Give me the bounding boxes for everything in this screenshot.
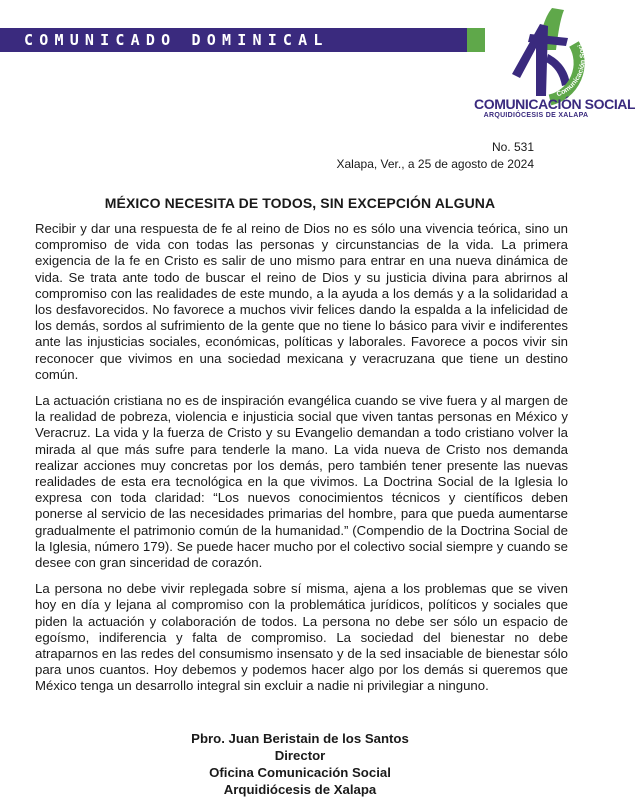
signer-office: Oficina Comunicación Social [209,765,391,780]
place-date: Xalapa, Ver., a 25 de agosto de 2024 [336,157,534,171]
paragraph: La persona no debe vivir replegada sobre sí misma, ajena a los problemas que se viven hoy en día y lejana al compromiso con la problemática jurídicos, políticos y sociales que piden la actuación y colaboración de todos. La persona no debe ser sólo un espacio de egoísmo, indiferencia y falta de compromiso. La sociedad del bienestar no debe atraparnos en las redes del consumismo insensato y de la sed insaciable de bienestar sólo para unos cuantos. Hoy debemos y podemos hacer algo por los demás si queremos que México tenga un desarrollo integral sin excluir a nadie ni privilegiar a ninguno. [35,581,568,694]
document-body [35,221,568,705]
paragraph: La actuación cristiana no es de inspiración evangélica cuando se vive fuera y al margen de la realidad de pobreza, violencia e injusticia social que viven tantas personas en México y Veracruz. La vida y la fuerza de Cristo y su Evangelio demandan a todo cristiano volver la mirada al que más sufre para tenderle la mano. La vida nueva de Cristo nos demanda realizar acciones muy concretas por los demás, pero también tener presente las nuevas realidades de esta era tecnológica en la que vivimos. La Doctrina Social de la Iglesia lo expresa con toda claridad: “Los nuevos conocimientos técnicos y científicos deben ponerse al servicio de las necesidades primarias del hombre, para que pueda aumentarse gradualmente el patrimonio común de la humanidad.” (Compendio de la Doctrina Social de la Iglesia, número 179). Se puede hacer mucho por el colectivo social siempre y cuando se desee con gran sinceridad de corazón. [35,393,568,571]
brand-subtitle: ARQUIDIÓCESIS DE XALAPA [483,112,589,119]
document-title: MÉXICO NECESITA DE TODOS, SIN EXCEPCIÓN ALGUNA [104,195,496,211]
brand-title: COMUNICACIÓN SOCIAL [474,96,635,112]
cross-logo-icon [490,4,594,108]
header-banner [0,28,482,52]
signer-diocese: Arquidiócesis de Xalapa [223,782,377,797]
banner-accent [467,28,485,52]
paragraph: Recibir y dar una respuesta de fe al reino de Dios no es sólo una vivencia teórica, sino un compromiso de vida con todas las personas y circunstancias de la vida. La primera exigencia de la fe en Cristo es salir de uno mismo para entrar en una nueva dinámica de vida. Se trata ante todo de buscar el reino de Dios y su justicia divina para abrirnos al compromiso con las realidades de este mundo, a la ayuda a los demás y a la solidaridad a los desfavorecidos. No favorece a muchos vivir felices dando la espalda a la infelicidad de los demás, sordos al sufrimiento de la gente que no tiene lo básico para vivir e indiferentes ante las injusticias sociales, económicas, políticas y laborales. Favorece a pocos vivir sin reconocer que vivimos en una sociedad mexicana y veracruzana que tiene un destino común. [35,221,568,382]
signer-name: Pbro. Juan Beristain de los Santos [191,731,409,746]
banner-title: COMUNICADO DOMINICAL [24,31,329,49]
document-number: No. 531 [491,140,534,154]
signer-role: Director [274,748,326,763]
signature-block [0,730,600,798]
document-meta [337,139,535,173]
logo-arc-text: Comunicación Soci [555,42,587,99]
